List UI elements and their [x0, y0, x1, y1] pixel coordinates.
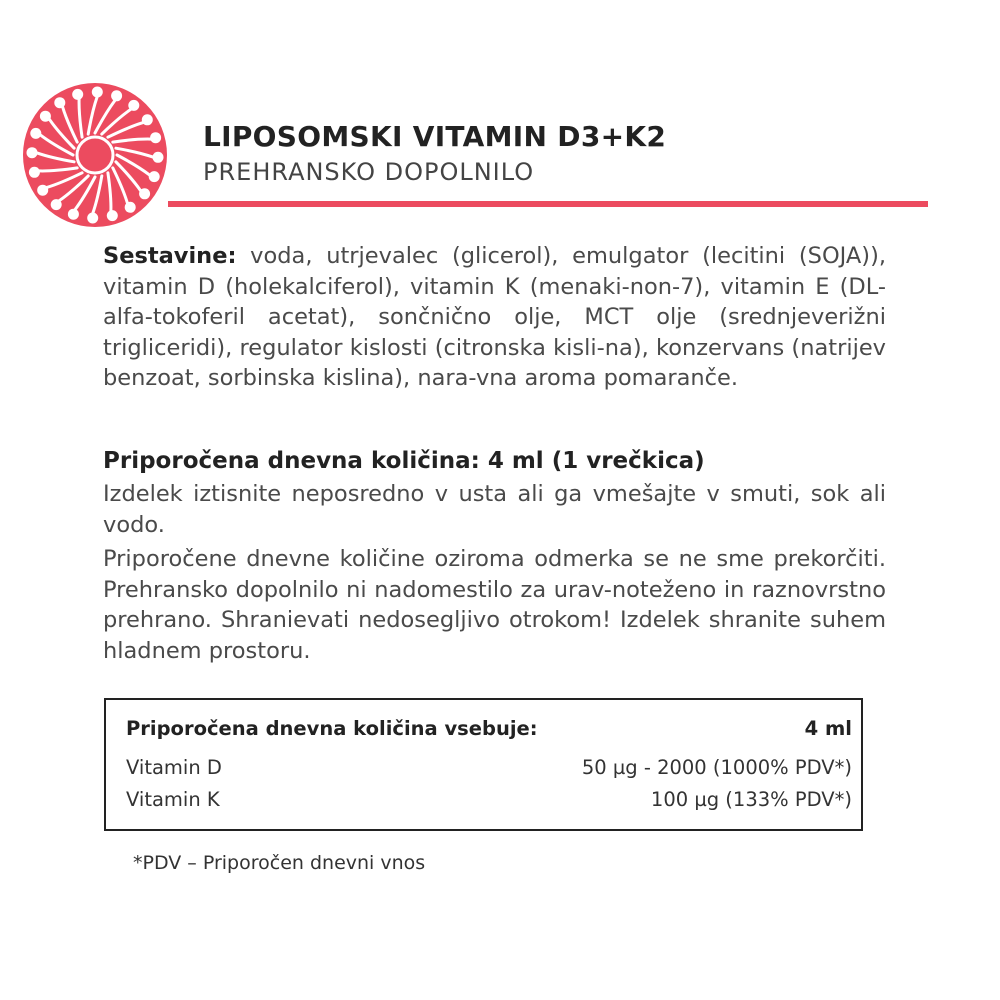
nutrition-header-value: 4 ml	[804, 717, 852, 740]
footnote: *PDV – Priporočen dnevni vnos	[133, 852, 426, 874]
product-subtitle: PREHRANSKO DOPOLNILO	[203, 158, 535, 186]
warning-text: Priporočene dnevne količine oziroma odmerka se ne sme prekorčiti. Prehransko dopolnilo ni nadomestilo za urav-noteženo in raznovrstno prehrano. Shranievati nedosegljivo otrokom! Izdelek shranite suhem hladnem prostoru.	[103, 546, 886, 664]
nutrition-row-vitamin-k	[126, 788, 852, 811]
nutrition-header-label: Priporočena dnevna količina vsebuje:	[126, 717, 538, 740]
usage-text: Izdelek iztisnite neposredno v usta ali ga vmešajte v smuti, sok ali vodo.	[103, 481, 886, 538]
nutrient-value: 100 µg (133% PDV*)	[650, 788, 852, 811]
ingredients-text: voda, utrjevalec (glicerol), emulgator (lecitini (SOJA)), vitamin D (holekalciferol), vitamin K (menaki-non-7), vitamin E (DL-alfa-tokoferil acetat), sončnično olje, MCT olje (srednjeverižni trigliceridi), regulator kislosti (citronska kisli-na), konzervans (natrijev benzoat, sorbinska kislina), nara-vna aroma pomaranče.	[103, 243, 886, 391]
nutrition-header-row	[126, 717, 852, 740]
header-accent-line	[168, 201, 928, 207]
product-title: LIPOSOMSKI VITAMIN D3+K2	[203, 120, 667, 153]
dosage-heading: Priporočena dnevna količina: 4 ml (1 vrečkica)	[103, 448, 705, 474]
nutrient-name: Vitamin K	[126, 788, 220, 811]
ingredients-label: Sestavine:	[103, 243, 237, 269]
ingredients-paragraph	[103, 241, 886, 394]
nutrition-row-vitamin-d	[126, 756, 852, 779]
nutrient-value: 50 µg - 2000 (1000% PDV*)	[581, 756, 852, 779]
liposome-icon	[22, 82, 168, 228]
nutrition-table	[104, 698, 863, 831]
nutrient-name: Vitamin D	[126, 756, 222, 779]
